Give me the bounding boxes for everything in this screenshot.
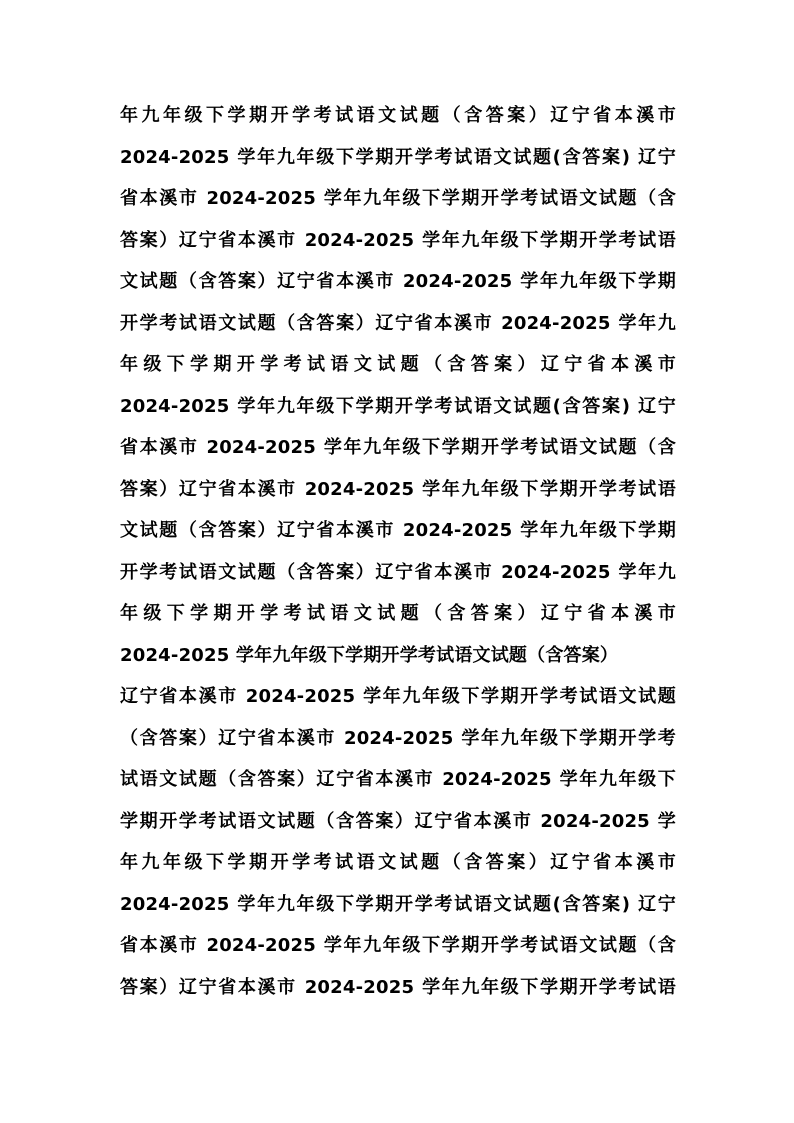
text-line-16: （含答案）辽宁省本溪市 2024-2025 学年九年级下学期开学考 — [120, 727, 676, 749]
text-line-14: 2024-2025 学年九年级下学期开学考试语文试题（含答案） — [120, 644, 619, 666]
body-text — [120, 100, 676, 1013]
text-line-12: 开学考试语文试题（含答案）辽宁省本溪市 2024-2025 学年九 — [120, 561, 676, 583]
text-line-3: 省本溪市 2024-2025 学年九年级下学期开学考试语文试题（含 — [120, 188, 676, 209]
text-line-22: 答案）辽宁省本溪市 2024-2025 学年九年级下学期开学考试语 — [120, 976, 676, 998]
text-line-21: 省本溪市 2024-2025 学年九年级下学期开学考试语文试题（含 — [120, 935, 676, 956]
text-line-7: 年级下学期开学考试语文试题（含答案）辽宁省本溪市 — [120, 354, 676, 375]
text-line-8: 2024-2025 学年九年级下学期开学考试语文试题(含答案) 辽宁 — [120, 395, 676, 417]
text-line-11: 文试题（含答案）辽宁省本溪市 2024-2025 学年九年级下学期 — [120, 520, 676, 541]
text-line-20: 2024-2025 学年九年级下学期开学考试语文试题(含答案) 辽宁 — [120, 893, 676, 915]
text-line-1: 年九年级下学期开学考试语文试题（含答案）辽宁省本溪市 — [120, 105, 676, 126]
text-line-6: 开学考试语文试题（含答案）辽宁省本溪市 2024-2025 学年九 — [120, 312, 676, 334]
text-line-5: 文试题（含答案）辽宁省本溪市 2024-2025 学年九年级下学期 — [120, 271, 676, 292]
text-line-15: 辽宁省本溪市 2024-2025 学年九年级下学期开学考试语文试题 — [120, 686, 676, 707]
text-line-17: 试语文试题（含答案）辽宁省本溪市 2024-2025 学年九年级下 — [120, 769, 676, 790]
text-line-9: 省本溪市 2024-2025 学年九年级下学期开学考试语文试题（含 — [120, 437, 676, 458]
text-line-10: 答案）辽宁省本溪市 2024-2025 学年九年级下学期开学考试语 — [120, 478, 676, 500]
text-line-19: 年九年级下学期开学考试语文试题（含答案）辽宁省本溪市 — [120, 852, 676, 873]
text-line-4: 答案）辽宁省本溪市 2024-2025 学年九年级下学期开学考试语 — [120, 229, 676, 251]
text-line-2: 2024-2025 学年九年级下学期开学考试语文试题(含答案) 辽宁 — [120, 146, 676, 168]
text-line-13: 年级下学期开学考试语文试题（含答案）辽宁省本溪市 — [120, 603, 676, 624]
text-line-18: 学期开学考试语文试题（含答案）辽宁省本溪市 2024-2025 学 — [120, 810, 676, 832]
